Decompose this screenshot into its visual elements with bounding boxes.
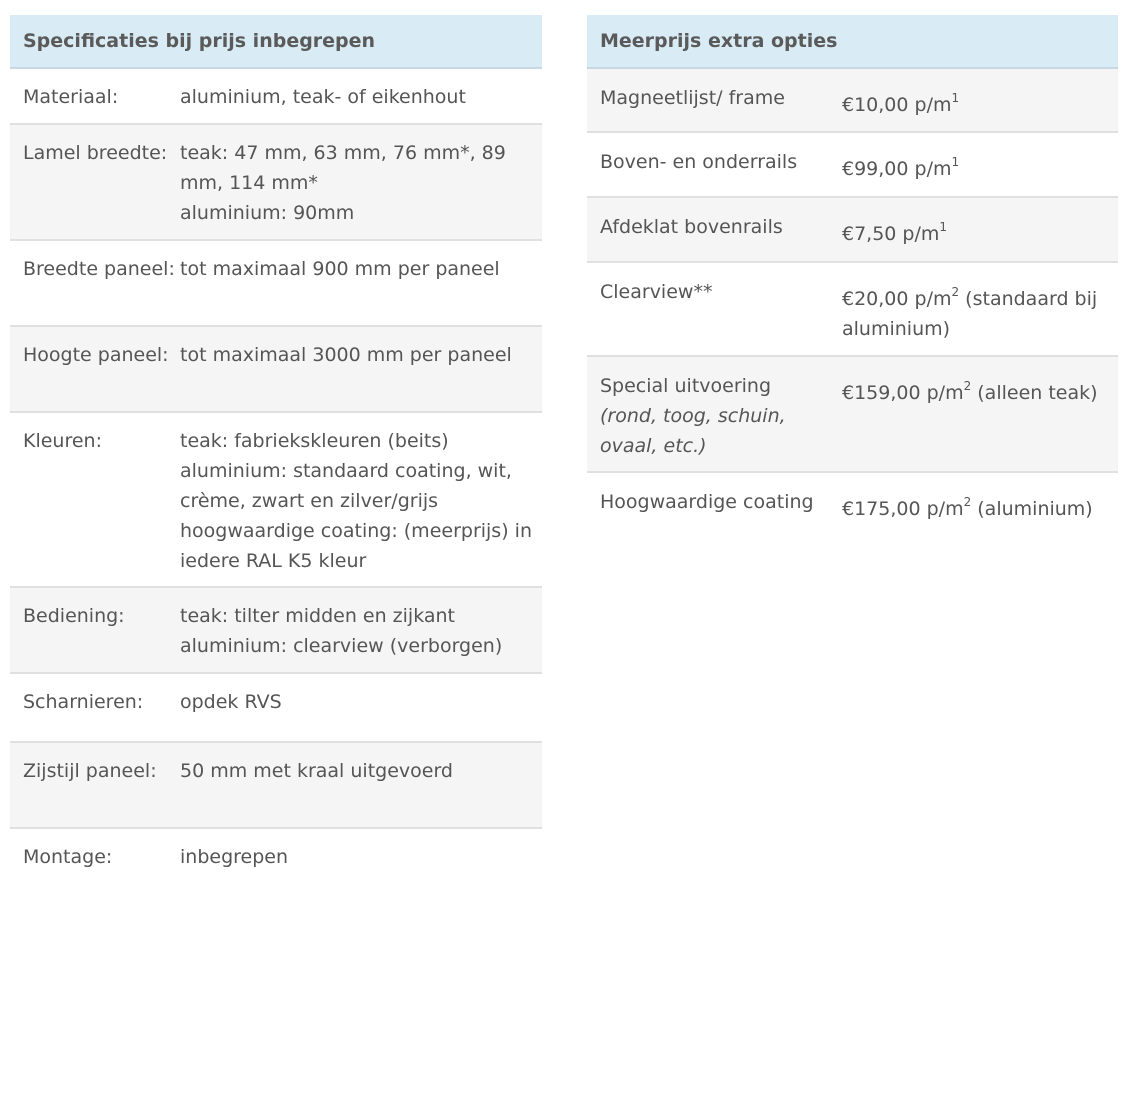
extra-label	[587, 147, 842, 196]
extra-price-unit-power: 2	[951, 284, 960, 299]
extra-label	[587, 212, 842, 261]
extra-price-unit-power: 2	[963, 494, 972, 509]
extra-row	[587, 473, 1118, 566]
specs-table-header: Specificaties bij prijs inbegrepen	[10, 15, 542, 69]
extra-price-amount: €7,50 p/m	[842, 223, 940, 245]
extra-label-text: Hoogwaardige coating	[600, 491, 814, 513]
extra-price-note: (aluminium)	[971, 498, 1093, 520]
extra-price	[842, 83, 1118, 131]
spec-value	[180, 687, 542, 741]
extra-row	[587, 357, 1118, 473]
spec-label: Zijstijl paneel:	[23, 760, 157, 782]
extra-label-sub: (rond, toog, schuin, ovaal, etc.)	[600, 405, 786, 457]
spec-label: Breedte paneel:	[23, 258, 175, 280]
spec-value-line: aluminium: clearview (verborgen)	[180, 635, 503, 657]
spec-row	[10, 327, 542, 413]
spec-value	[180, 82, 542, 123]
spec-row	[10, 743, 542, 829]
spec-row	[10, 829, 542, 885]
spec-value	[180, 138, 542, 239]
spec-value	[180, 426, 542, 586]
spec-value	[180, 340, 542, 411]
extra-row	[587, 198, 1118, 263]
extra-price-amount: €159,00 p/m	[842, 382, 964, 404]
extra-label-text: Boven- en onderrails	[600, 151, 798, 173]
spec-row	[10, 241, 542, 327]
spec-value-line: teak: fabriekskleuren (beits)	[180, 430, 449, 452]
spec-label: Materiaal:	[23, 86, 119, 108]
extra-price	[842, 147, 1118, 196]
extra-row	[587, 263, 1118, 357]
extra-label	[587, 83, 842, 131]
extra-row	[587, 133, 1118, 198]
extra-label	[587, 277, 842, 355]
spec-value-line: 50 mm met kraal uitgevoerd	[180, 760, 453, 782]
spec-value	[180, 842, 542, 885]
spec-value-line: opdek RVS	[180, 691, 282, 713]
extra-price-unit-power: 1	[939, 219, 948, 234]
extra-label-text: Clearview**	[600, 281, 713, 303]
spec-label: Bediening:	[23, 605, 125, 627]
spec-value	[180, 756, 542, 827]
extra-label-text: Afdeklat bovenrails	[600, 216, 783, 238]
extra-price-unit-power: 2	[963, 378, 972, 393]
extra-price-unit-power: 1	[951, 90, 960, 105]
extra-row	[587, 69, 1118, 133]
spec-value-line: aluminium: 90mm	[180, 202, 355, 224]
extra-price	[842, 371, 1118, 471]
spec-value-line: tot maximaal 3000 mm per paneel	[180, 344, 512, 366]
specs-table	[10, 15, 542, 885]
extra-price-amount: €175,00 p/m	[842, 498, 964, 520]
extra-price-amount: €10,00 p/m	[842, 94, 952, 116]
spec-value-line: aluminium, teak- of eikenhout	[180, 86, 466, 108]
spec-row	[10, 125, 542, 241]
extra-price-unit-power: 1	[951, 154, 960, 169]
extra-label	[587, 371, 842, 471]
extra-price-note: (standaard bij aluminium)	[842, 288, 1098, 340]
spec-value-line: teak: tilter midden en zijkant	[180, 605, 456, 627]
spec-label: Lamel breedte:	[23, 142, 168, 164]
spec-label: Scharnieren:	[23, 691, 144, 713]
spec-row	[10, 413, 542, 588]
extra-price-amount: €20,00 p/m	[842, 288, 952, 310]
spec-value-line: tot maximaal 900 mm per paneel	[180, 258, 500, 280]
spec-value-line: aluminium: standaard coating, wit, crème, zwart en zilver/grijs	[180, 460, 512, 512]
spec-value	[180, 254, 542, 325]
extra-label	[587, 487, 842, 566]
extra-label-text: Magneetlijst/ frame	[600, 87, 785, 109]
extra-label-text: Special uitvoering	[600, 375, 772, 397]
spec-value	[180, 601, 542, 672]
extras-table-header: Meerprijs extra opties	[587, 15, 1118, 69]
spec-row	[10, 674, 542, 743]
spec-value-line: teak: 47 mm, 63 mm, 76 mm*, 89 mm, 114 mm*	[180, 142, 506, 194]
extra-price	[842, 212, 1118, 261]
spec-label: Hoogte paneel:	[23, 344, 169, 366]
extras-table	[587, 15, 1118, 566]
spec-label: Kleuren:	[23, 430, 102, 452]
spec-row	[10, 588, 542, 674]
extras-table-body	[587, 69, 1118, 566]
extra-price	[842, 487, 1118, 566]
extra-price	[842, 277, 1118, 355]
extra-price-amount: €99,00 p/m	[842, 158, 952, 180]
specs-table-body	[10, 69, 542, 885]
spec-row	[10, 69, 542, 125]
spec-value-line: hoogwaardige coating: (meerprijs) in iedere RAL K5 kleur	[180, 520, 532, 572]
spec-label: Montage:	[23, 846, 113, 868]
spec-value-line: inbegrepen	[180, 846, 289, 868]
extra-price-note: (alleen teak)	[971, 382, 1098, 404]
